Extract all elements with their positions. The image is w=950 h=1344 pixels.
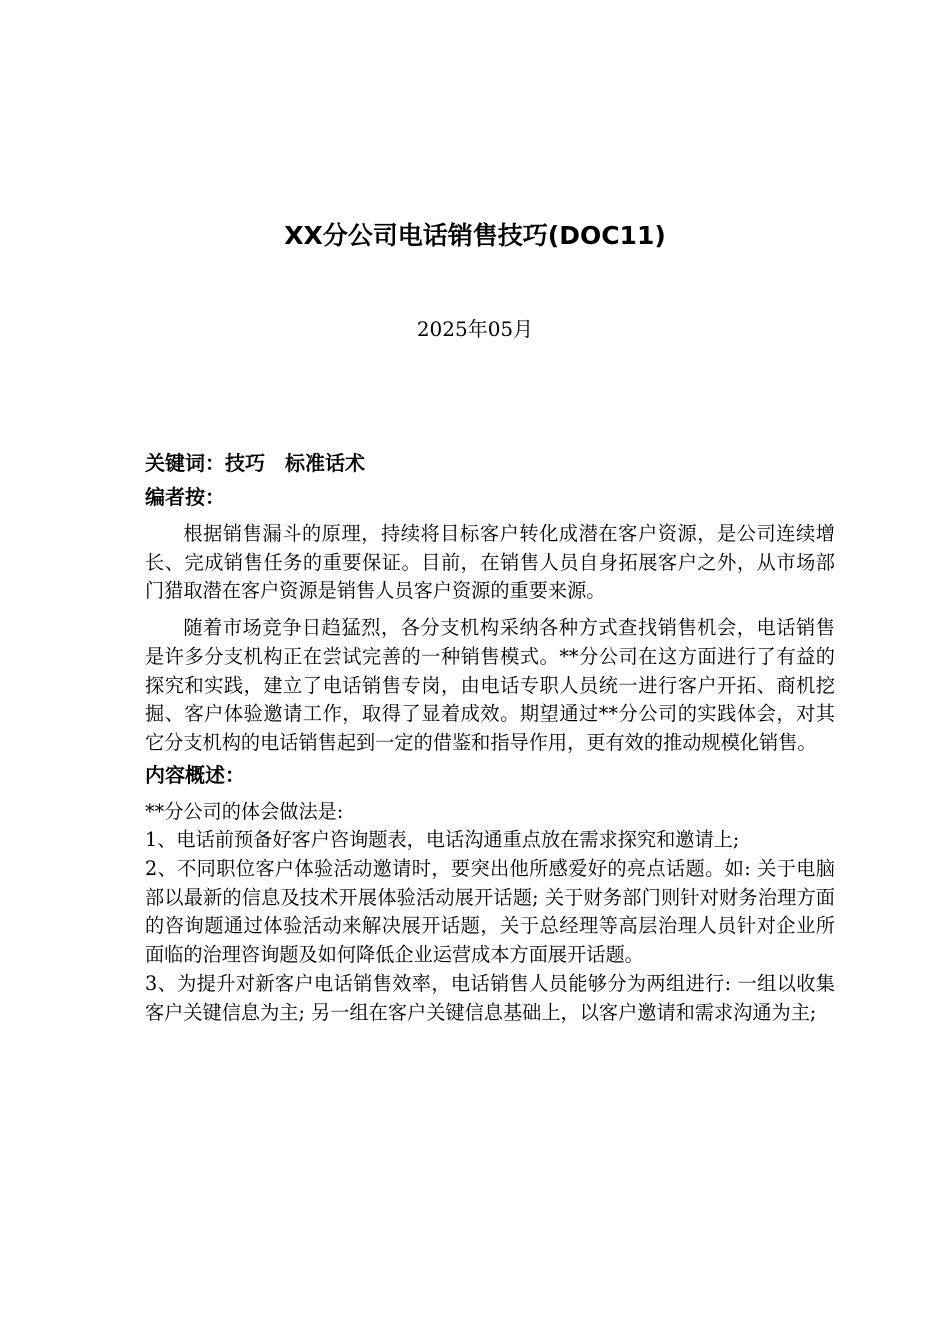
- summary-item-2: 2、不同职位客户体验活动邀请时，要突出他所感爱好的亮点话题。如: 关于电脑部以最新的信息及技术开展体验活动展开话题; 关于财务部门则针对财务治理方面的咨询题通过体验活动来解决展开话题，关于总经理等高层治理人员针对企业所面临的治理咨询题及如何降低企业运营成本方面展开话题。: [145, 857, 835, 967]
- summary-heading: 内容概述：: [145, 762, 245, 787]
- document-body: [145, 446, 835, 1027]
- summary-intro: **分公司的体会做法是:: [145, 799, 344, 823]
- editor-paragraph-1: 根据销售漏斗的原理，持续将目标客户转化成潜在客户资源，是公司连续增长、完成销售任务的重要保证。目前，在销售人员自身拓展客户之外，从市场部门猎取潜在客户资源是销售人员客户资源的重要来源。: [145, 522, 835, 603]
- document-title: XX分公司电话销售技巧(DOC11): [284, 221, 666, 250]
- document-date: 2025年05月: [416, 317, 534, 341]
- editor-paragraph-2: 随着市场竞争日趋猛烈，各分支机构采纳各种方式查找销售机会，电话销售是许多分支机构正在尝试完善的一种销售模式。**分公司在这方面进行了有益的探究和实践，建立了电话销售专岗，由电话专职人员统一进行客户开拓、商机挖掘、客户体验邀请工作，取得了显着成效。期望通过**分公司的实践体会，对其它分支机构的电话销售起到一定的借鉴和指导作用，更有效的推动规模化销售。: [145, 616, 835, 754]
- paragraph-spacer: [145, 606, 835, 614]
- summary-item-3: 3、为提升对新客户电话销售效率，电话销售人员能够分为两组进行: 一组以收集客户关键信息为主; 另一组在客户关键信息基础上，以客户邀请和需求沟通为主;: [145, 971, 835, 1024]
- keywords-line: 关键词：技巧 标准话术: [145, 451, 365, 475]
- editor-note-heading: 编者按：: [145, 485, 225, 509]
- summary-item-1: 1、电话前预备好客户咨询题表，电话沟通重点放在需求探究和邀请上;: [145, 828, 740, 852]
